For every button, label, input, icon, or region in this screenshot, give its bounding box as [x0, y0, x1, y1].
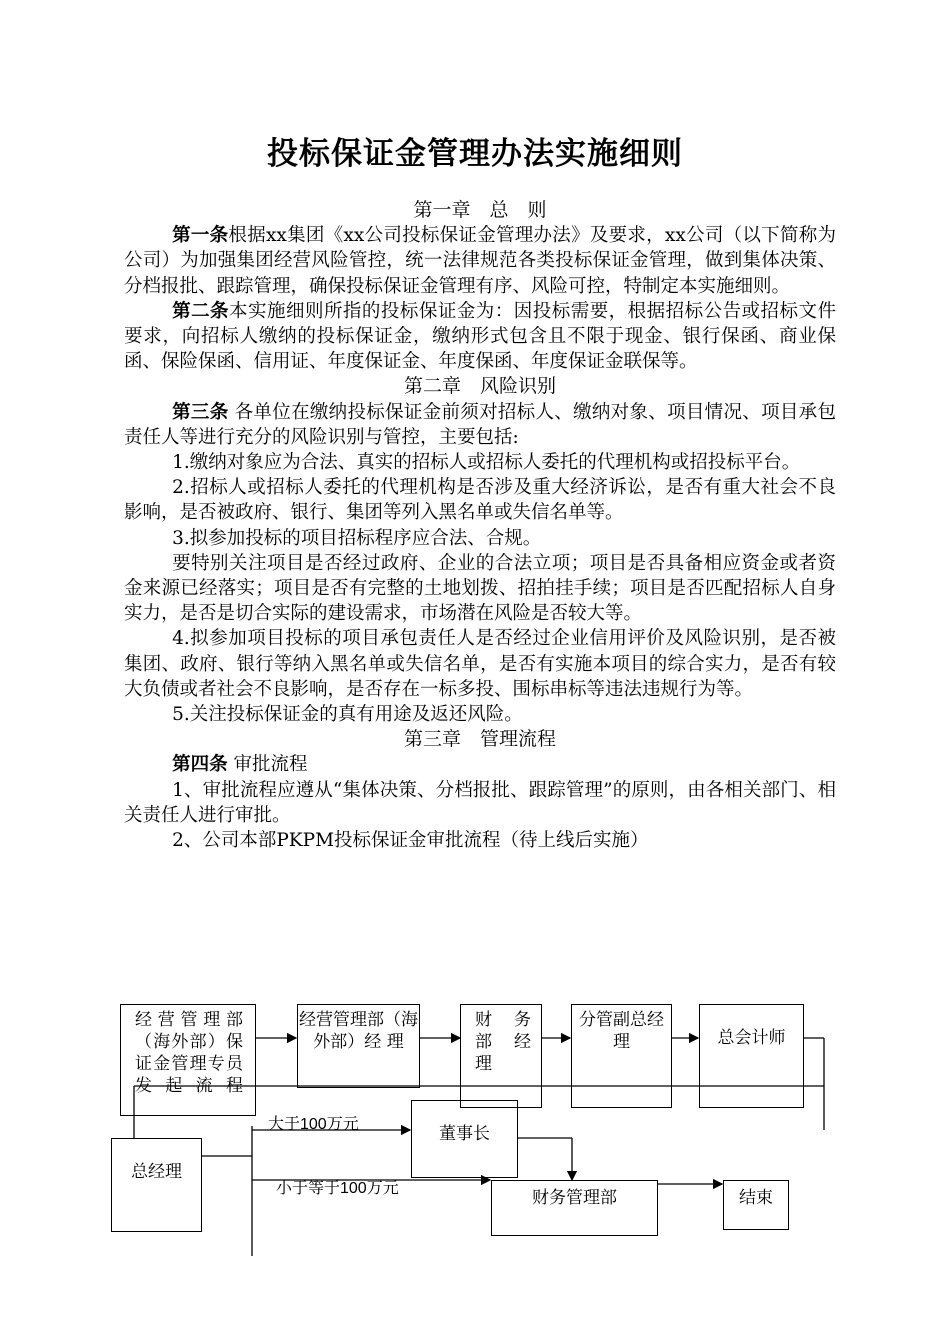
step-1: 1、审批流程应遵从“集体决策、分档报批、跟踪管理”的原则，由各相关部门、相关责任人进行审批。	[124, 779, 836, 826]
box-deputy-gm: 分管副总经理	[571, 1004, 672, 1108]
article-4-text: 审批流程	[227, 754, 308, 776]
article-3-text: 各单位在缴纳投标保证金前须对招标人、缴纳对象、项目情况、项目承包责任人等进行充分的风险识别与管控，主要包括:	[124, 401, 836, 448]
box-finance-dept: 财务管理部	[491, 1180, 658, 1236]
label-under-1m: 小于等于100万元	[276, 1180, 399, 1197]
step-2: 2、公司本部PKPM投标保证金审批流程（待上线后实施）	[172, 830, 649, 852]
box-chief-accountant: 总会计师	[699, 1004, 804, 1108]
chapter-1-heading: 第一章 总 则	[413, 199, 547, 221]
article-3-label: 第三条	[172, 401, 229, 423]
label-over-1m: 大于100万元	[268, 1116, 359, 1133]
risk-item-4: 4.拟参加项目投标的项目承包责任人是否经过企业信用评价及风险识别，是否被集团、政府、银行等纳入黑名单或失信名单，是否有实施本项目的综合实力，是否有较大负债或者社会不良影响，是否存在一标多投、围标串标等违法违规行为等。	[124, 628, 836, 700]
document-title: 投标保证金管理办法实施细则	[267, 136, 683, 172]
box-chairman: 董事长	[411, 1100, 518, 1178]
article-4-label: 第四条	[172, 754, 228, 776]
risk-item-5: 5.关注投标保证金的真有用途及返还风险。	[172, 704, 523, 726]
article-2-text: 本实施细则所指的投标保证金为：因投标需要，根据招标公告或招标文件要求，向招标人缴纳的投标保证金，缴纳形式包含且不限于现金、银行保函、商业保函、保险保函、信用证、年度保证金、年度保函、年度保证金联保等。	[124, 300, 836, 373]
risk-item-3: 3.拟参加投标的项目招标程序应合法、合规。	[172, 527, 542, 549]
box-end: 结束	[723, 1180, 789, 1230]
risk-item-2: 2.招标人或招标人委托的代理机构是否涉及重大经济诉讼，是否有重大社会不良影响，是否被政府、银行、集团等列入黑名单或失信名单等。	[124, 477, 836, 524]
risk-item-1: 1.缴纳对象应为合法、真实的招标人或招标人委托的代理机构或招投标平台。	[172, 452, 801, 474]
risk-item-3-detail: 要特别关注项目是否经过政府、企业的合法立项；项目是否具备相应资金或者资金来源已经落实；项目是否有完整的土地划拨、招拍挂手续；项目是否匹配招标人自身实力，是否是切合实际的建设需求，市场潜在风险是否较大等。	[124, 552, 836, 625]
chapter-2-heading: 第二章 风险识别	[403, 375, 556, 398]
box-finance-manager: 财 务部 经理	[460, 1004, 542, 1108]
article-2-label: 第二条	[172, 300, 230, 322]
chapter-3-heading: 第三章 管理流程	[403, 728, 556, 751]
box-initiator: 经营管理部（海外部）保证金管理专员发起流程	[120, 1004, 256, 1116]
box-general-manager: 总经理	[111, 1138, 202, 1232]
article-1-label: 第一条	[172, 225, 229, 247]
article-1-text: 根据xx集团《xx公司投标保证金管理办法》及要求，xx公司（以下简称为公司）为加强集团经营风险管控，统一法律规范各类投标保证金管理，做到集体决策、分档报批、跟踪管理，确保投标保证金管理有序、风险可控，特制定本实施细则。	[124, 225, 836, 297]
box-business-manager: 经营管理部（海外部）经 理	[297, 1004, 420, 1088]
